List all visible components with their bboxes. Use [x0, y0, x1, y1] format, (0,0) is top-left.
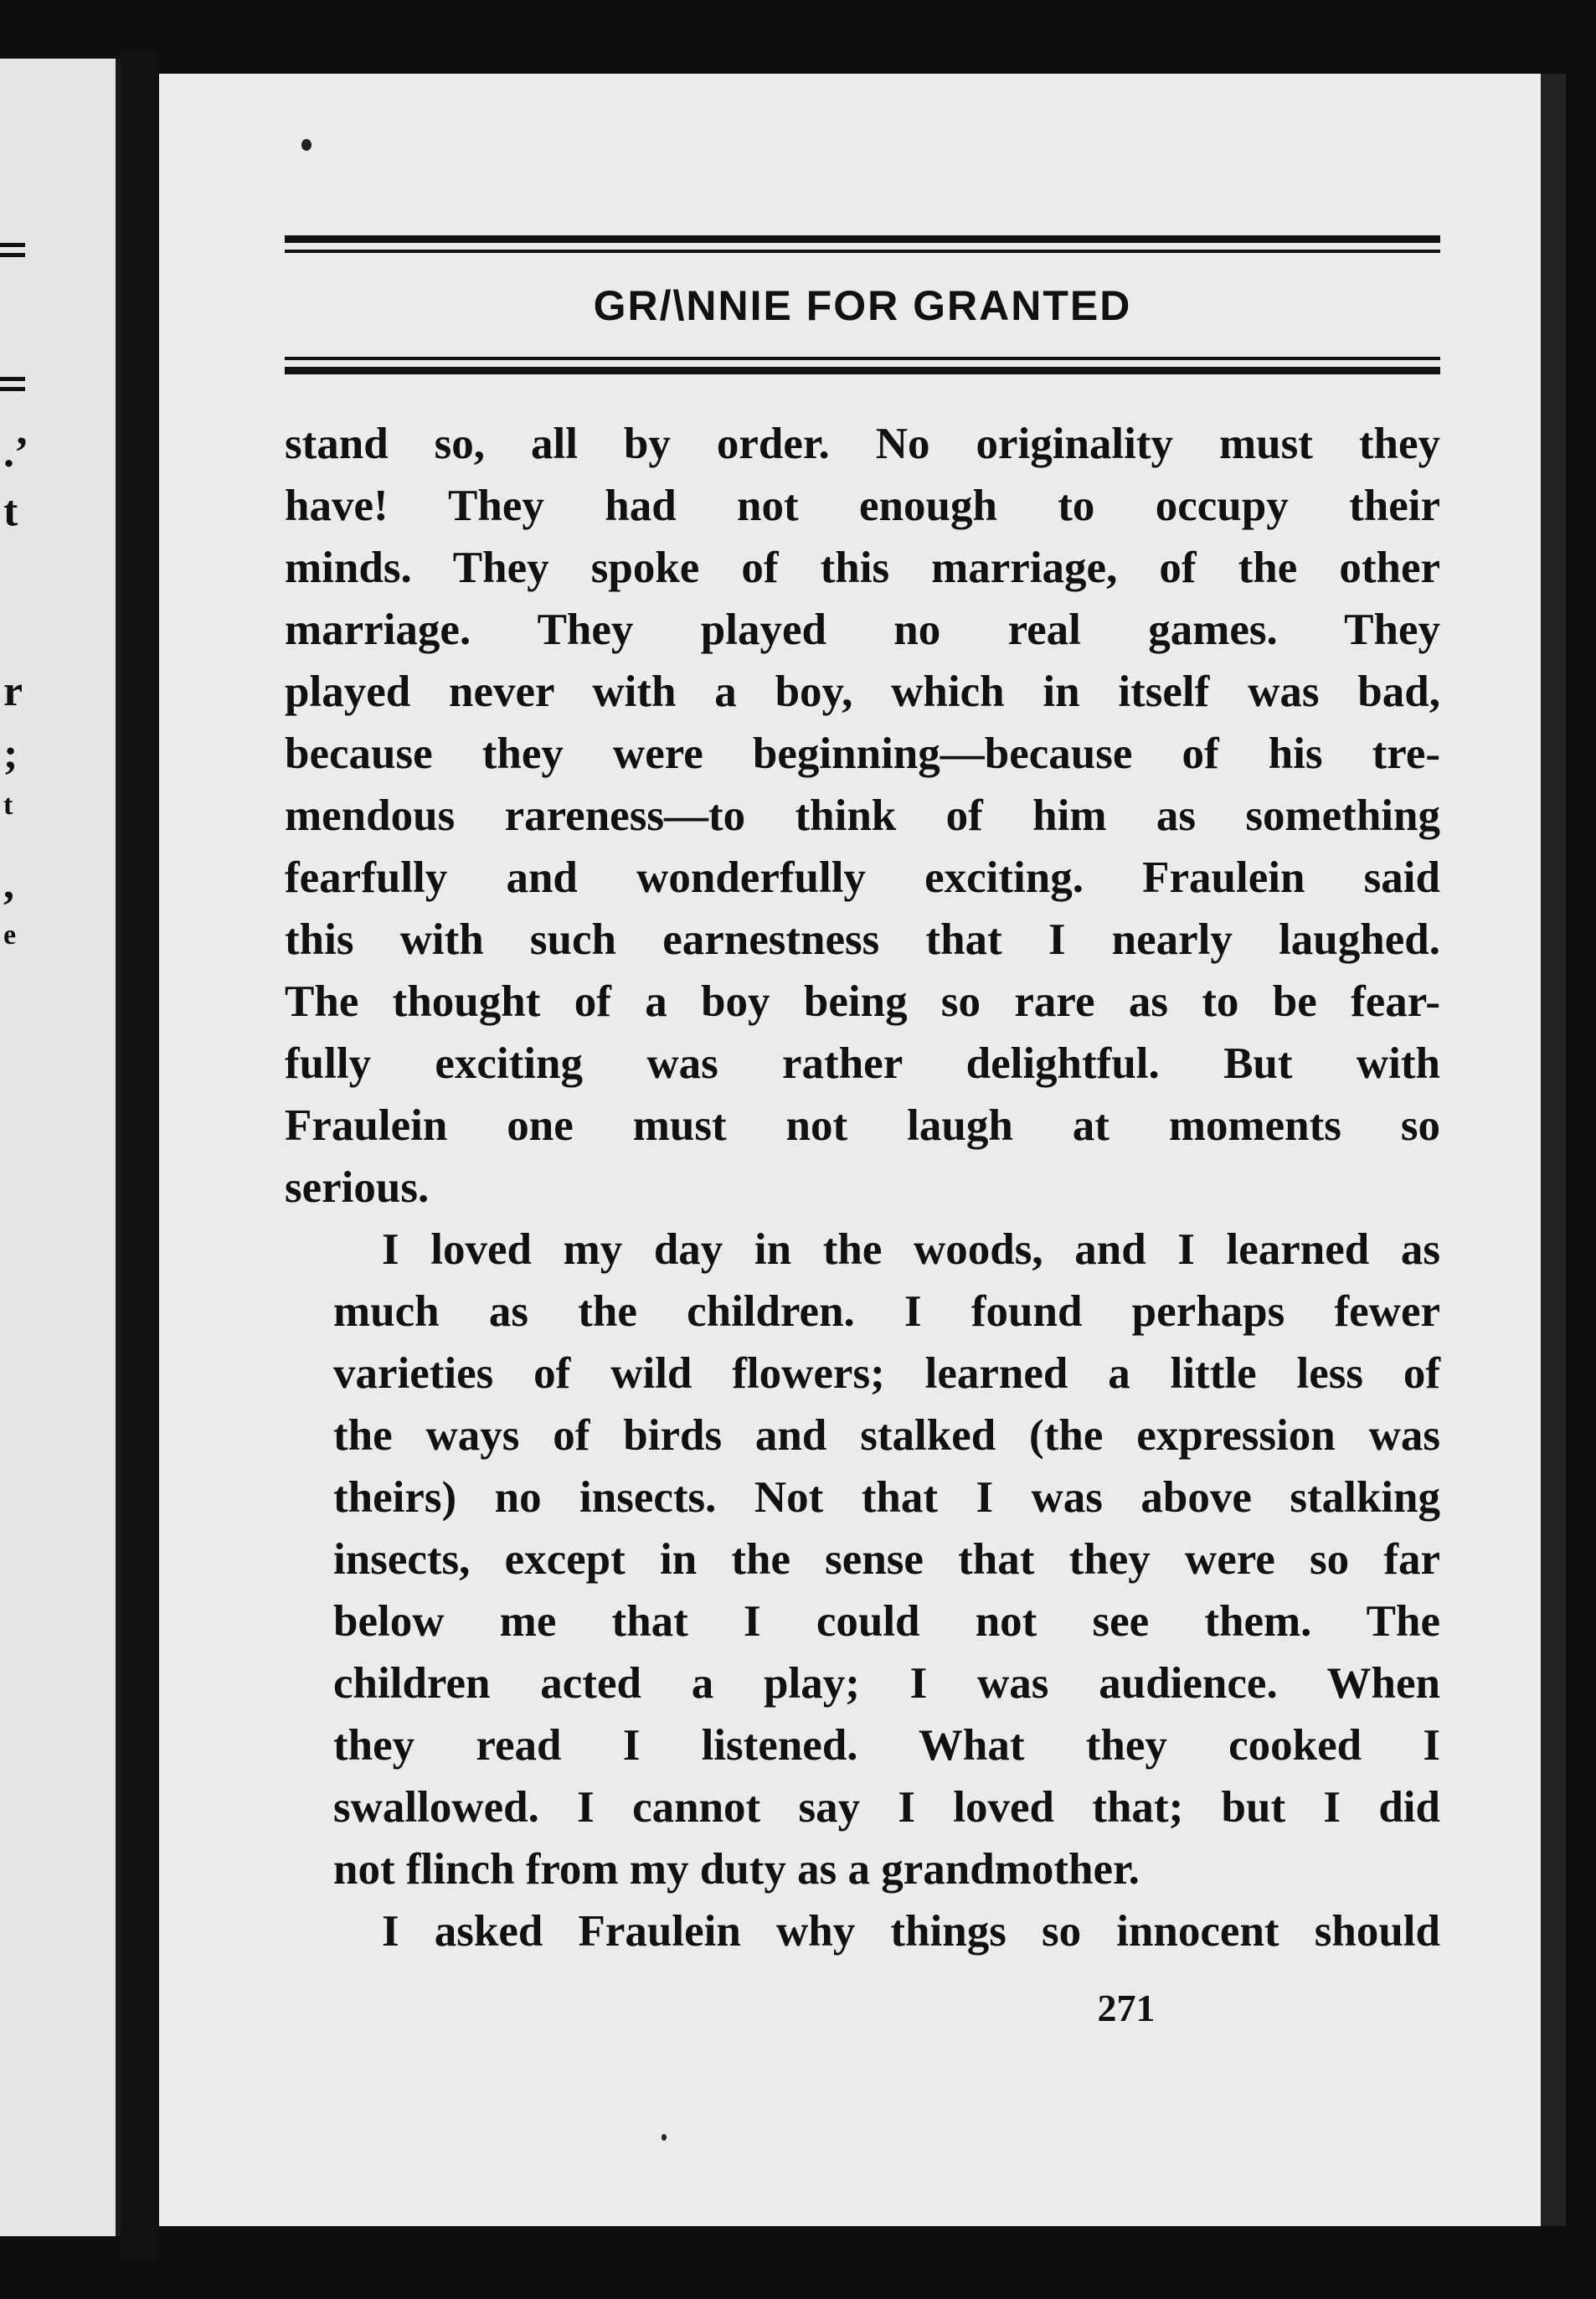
- text-line: they read I listened. What they cooked I: [333, 1721, 1440, 1770]
- text-line: below me that I could not see them. The: [333, 1597, 1440, 1646]
- text-line: not flinch from my duty as a grandmother.: [333, 1845, 1140, 1894]
- text-line: children acted a play; I was audience. When: [333, 1659, 1440, 1708]
- text-line: theirs) no insects. Not that I was above stalking: [333, 1473, 1440, 1522]
- left-page-rule: [0, 243, 25, 247]
- paragraph: [285, 413, 1440, 1219]
- ink-speck: [662, 2134, 667, 2141]
- text-line: played never with a boy, which in itself was bad,: [285, 668, 1440, 716]
- left-page-fragment: t: [3, 790, 13, 821]
- text-line: this with such earnestness that I nearly laughed.: [285, 915, 1440, 964]
- text-line: Fraulein one must not laugh at moments so: [285, 1101, 1440, 1150]
- text-line: much as the children. I found perhaps fewer: [333, 1287, 1440, 1336]
- text-line: swallowed. I cannot say I loved that; but I did: [333, 1783, 1440, 1832]
- left-page-rule: [0, 387, 25, 391]
- left-page-fragment: ;: [3, 730, 18, 778]
- text-line: fully exciting was rather delightful. But with: [285, 1039, 1440, 1088]
- ink-speck: [301, 139, 311, 151]
- text-line: I loved my day in the woods, and I learned as: [382, 1225, 1440, 1274]
- text-line: The thought of a boy being so rare as to be fear-: [285, 977, 1440, 1026]
- text-line: mendous rareness—to think of him as something: [285, 791, 1440, 840]
- left-page-fragment: r: [3, 668, 23, 715]
- right-page-edge: [1541, 74, 1566, 2226]
- text-line: I asked Fraulein why things so innocent should: [382, 1907, 1440, 1956]
- left-page-fragment: ,: [3, 860, 14, 908]
- book-page: [159, 74, 1541, 2226]
- text-line: fearfully and wonderfully exciting. Fraulein said: [285, 853, 1440, 902]
- paragraph: [285, 1219, 1440, 1900]
- header-rule-bottom: [285, 367, 1440, 374]
- left-page-rule: [0, 253, 25, 257]
- text-line: stand so, all by order. No originality must they: [285, 420, 1440, 468]
- left-page-rule: [0, 377, 25, 381]
- left-page-fragment: .’: [3, 429, 29, 477]
- header-rule-top: [285, 235, 1440, 243]
- paragraph: [285, 1900, 1440, 1962]
- body-text: [285, 413, 1440, 1962]
- header-rule-bottom-thin: [285, 357, 1440, 360]
- left-page-fragment: t: [3, 487, 18, 535]
- text-line: serious.: [285, 1163, 430, 1212]
- running-head: GR/\NNIE FOR GRANTED: [593, 282, 1132, 329]
- text-line: the ways of birds and stalked (the expression was: [333, 1411, 1440, 1460]
- left-page-fragment: e: [3, 920, 17, 951]
- text-line: minds. They spoke of this marriage, of the other: [285, 544, 1440, 592]
- left-page-edge: [0, 59, 121, 2236]
- text-line: marriage. They played no real games. They: [285, 606, 1440, 654]
- text-line: because they were beginning—because of his tre-: [285, 729, 1440, 778]
- text-line: insects, except in the sense that they were so far: [333, 1535, 1440, 1584]
- text-line: have! They had not enough to occupy their: [285, 482, 1440, 530]
- page-number: 271: [1097, 1987, 1156, 2029]
- text-line: varieties of wild flowers; learned a little less of: [333, 1349, 1440, 1398]
- header-rule-top-thin: [285, 250, 1440, 253]
- book-gutter: [121, 50, 159, 2261]
